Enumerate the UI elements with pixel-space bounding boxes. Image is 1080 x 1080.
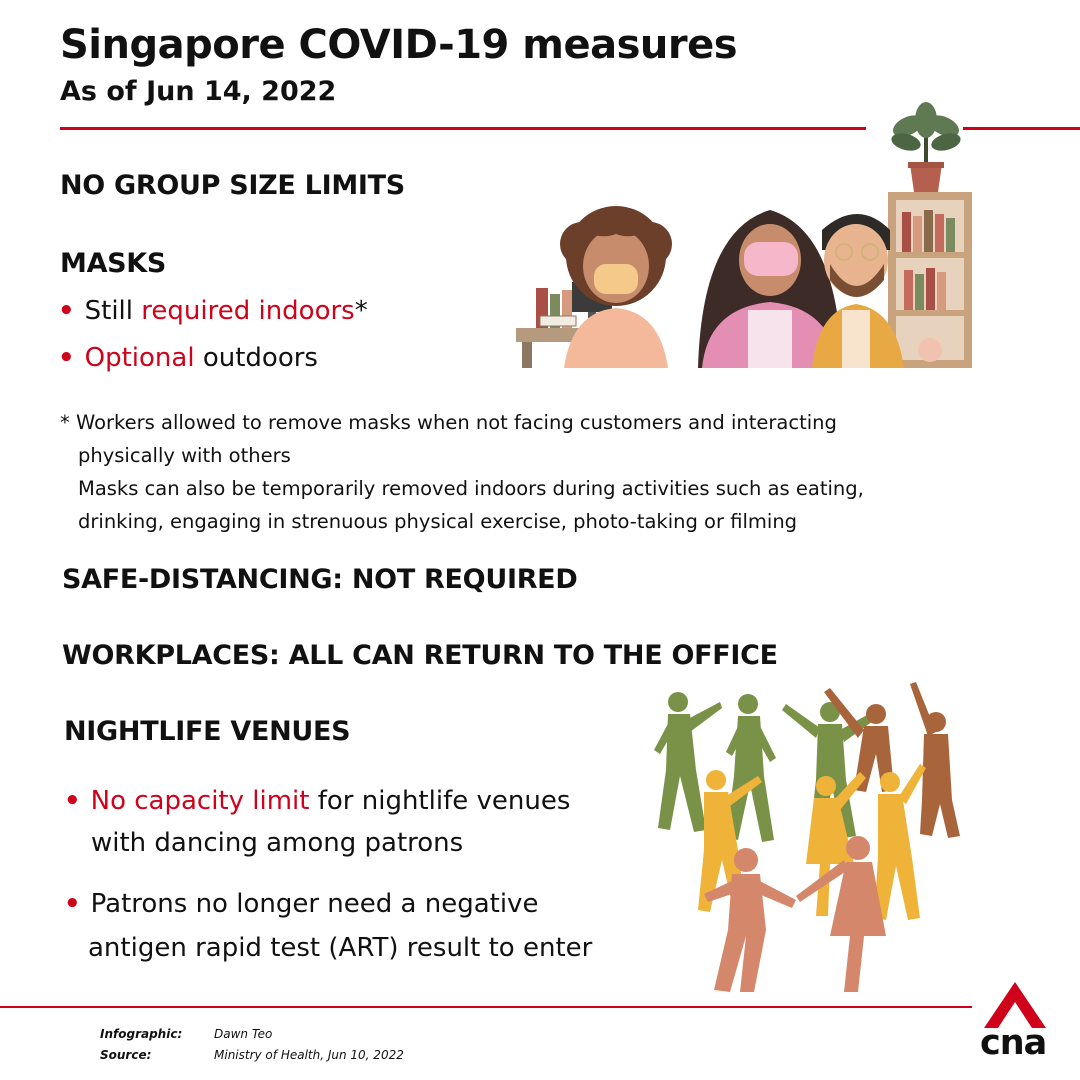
nightlife-bullet-art [64,882,592,970]
credit-infographic-label: Infographic: [100,1027,183,1041]
heading-masks: MASKS [60,248,167,279]
heading-nightlife: NIGHTLIFE VENUES [64,716,351,747]
masks-bullet-indoors-prefix: Still [84,296,142,326]
masks-bullet-indoors [58,296,368,326]
dancers-illustration [650,680,960,994]
masks-bullet-outdoors-highlight: Optional [84,343,195,373]
credit-source-label: Source: [100,1048,152,1062]
bullet-dot-icon: • [58,296,75,326]
masks-bullet-indoors-asterisk: * [354,296,368,326]
cna-logo-text: cna [980,1023,1047,1063]
masks-footnote [60,406,960,538]
masks-bullet-indoors-highlight: required indoors [141,296,355,326]
nightlife-bullet-capacity-line2: with dancing among patrons [91,828,464,858]
nightlife-bullet-art-line1: Patrons no longer need a negative [90,889,539,919]
page-title: Singapore COVID-19 measures [60,22,738,68]
masks-bullet-outdoors [58,343,318,373]
heading-workplaces: WORKPLACES: ALL CAN RETURN TO THE OFFICE [62,640,778,671]
office-workers-illustration [512,190,974,368]
masks-bullet-outdoors-text: outdoors [194,343,318,373]
nightlife-bullet-art-line2: antigen rapid test (ART) result to enter [88,933,593,963]
credit-source-value: Ministry of Health, Jun 10, 2022 [214,1048,404,1062]
header-divider-right [963,127,1080,130]
nightlife-bullet-capacity-text: for nightlife venues [309,786,571,816]
bullet-dot-icon: • [64,889,81,919]
footnote-line: physically with others [78,444,291,467]
credit-infographic-value: Dawn Teo [214,1027,273,1041]
heading-safe-distancing: SAFE-DISTANCING: NOT REQUIRED [62,564,578,595]
nightlife-bullet-capacity-highlight: No capacity limit [90,786,310,816]
bullet-dot-icon: • [64,786,81,816]
footnote-line: * Workers allowed to remove masks when not facing customers and interacting [60,411,837,434]
heading-group-size: NO GROUP SIZE LIMITS [60,170,405,201]
bullet-dot-icon: • [58,343,75,373]
footnote-line: drinking, engaging in strenuous physical exercise, photo-taking or filming [78,510,798,533]
potted-plant-illustration [886,98,966,194]
header-divider-left [60,127,866,130]
footnote-line: Masks can also be temporarily removed indoors during activities such as eating, [78,477,864,500]
footer-divider [0,1006,972,1008]
nightlife-bullet-capacity [64,780,570,864]
page-subtitle: As of Jun 14, 2022 [60,76,337,107]
